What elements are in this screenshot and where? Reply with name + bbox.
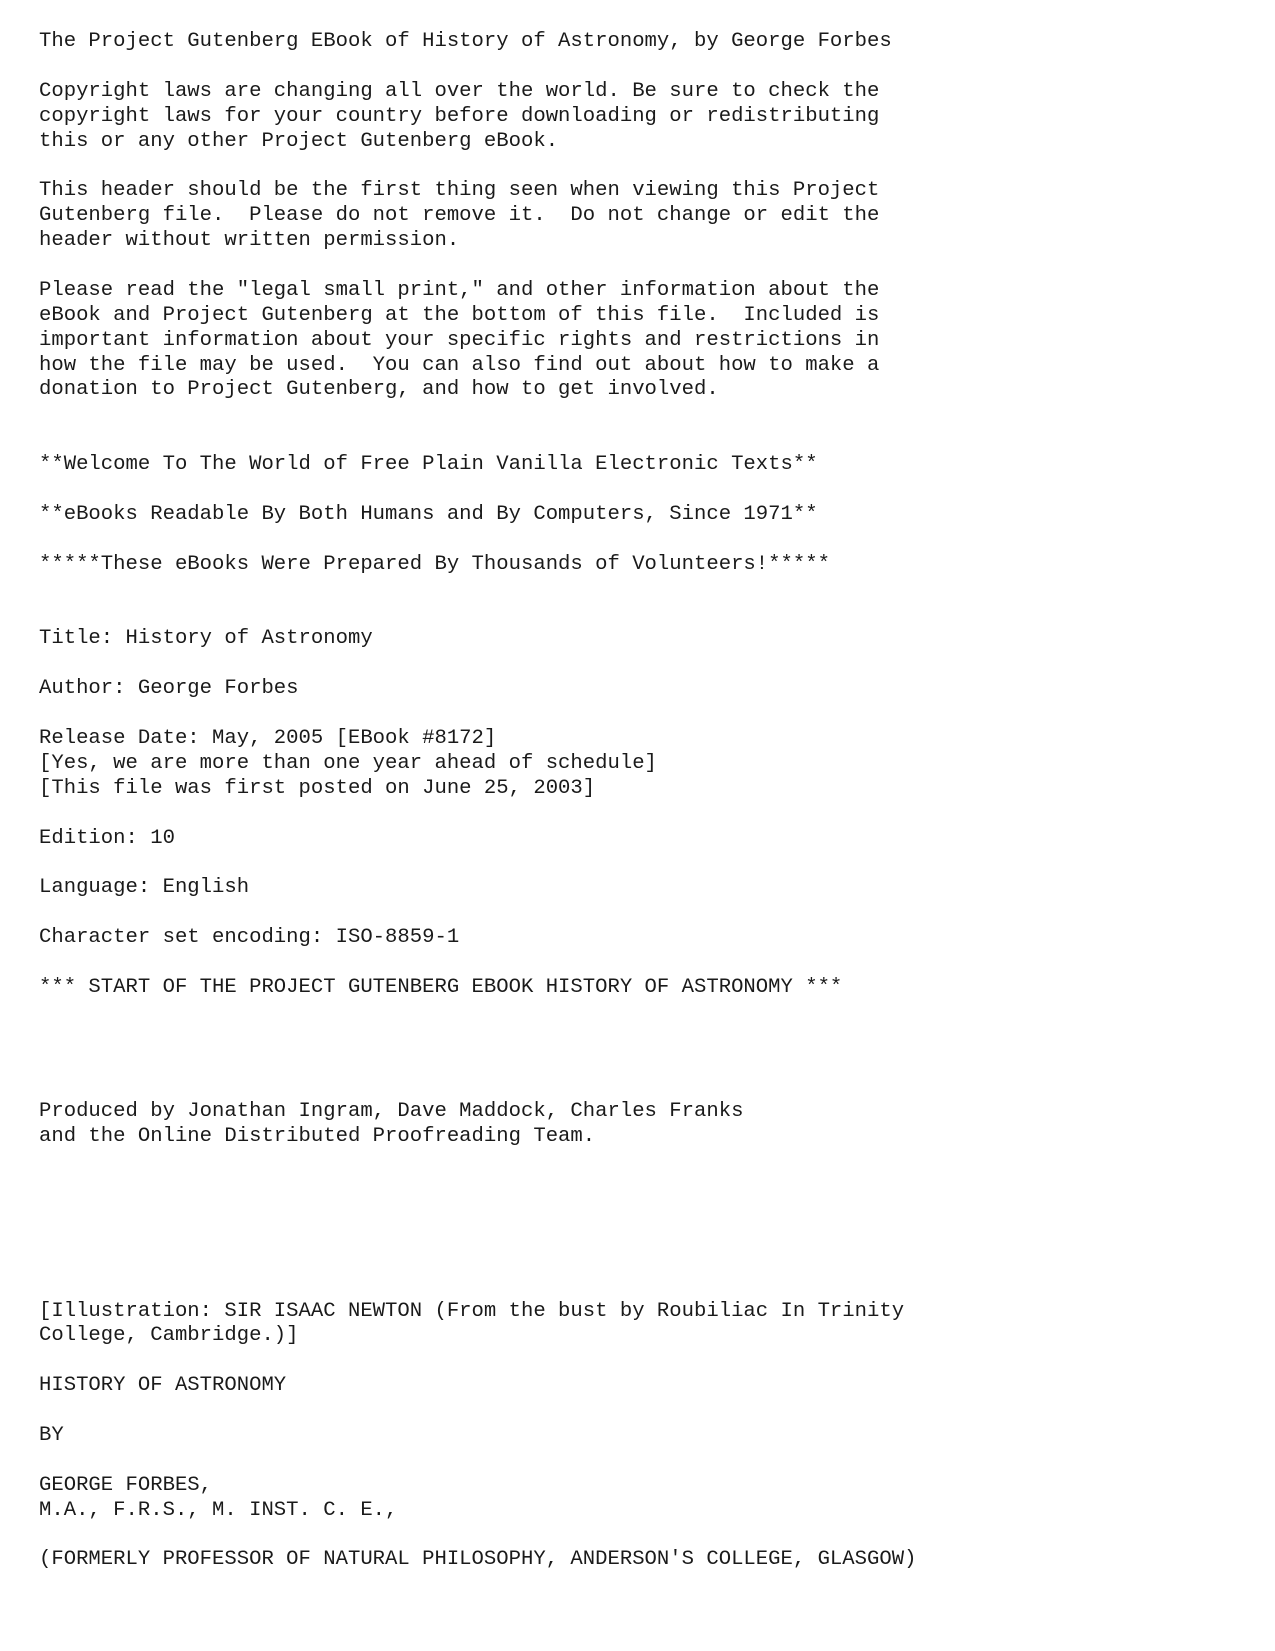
start-marker: *** START OF THE PROJECT GUTENBERG EBOOK HISTORY OF ASTRONOMY *** (39, 975, 843, 999)
author-position: (FORMERLY PROFESSOR OF NATURAL PHILOSOPHY, ANDERSON'S COLLEGE, GLASGOW) (39, 1548, 917, 1572)
text-line: [This file was first posted on June 25, 2003] (39, 776, 596, 800)
readable-banner: **eBooks Readable By Both Humans and By Computers, Since 1971** (39, 502, 818, 526)
legal-notice-paragraph (39, 279, 1239, 403)
text-line: Gutenberg file. Please do not remove it. Do not change or edit the (39, 204, 880, 228)
text-line: Copyright laws are changing all over the world. Be sure to check the (39, 79, 880, 103)
text-line: Produced by Jonathan Ingram, Dave Maddock, Charles Franks (39, 1100, 744, 1124)
metadata-author: Author: George Forbes (39, 677, 299, 701)
welcome-banner: **Welcome To The World of Free Plain Vanilla Electronic Texts** (39, 453, 818, 477)
text-line: copyright laws for your country before downloading or redistributing (39, 104, 880, 128)
copyright-notice-paragraph (39, 80, 1239, 155)
text-line: how the file may be used. You can also find out about how to make a (39, 353, 880, 377)
illustration-caption (39, 1300, 1239, 1350)
header-notice-paragraph (39, 179, 1239, 254)
author-name: GEORGE FORBES, (39, 1473, 213, 1497)
text-line: this or any other Project Gutenberg eBook. (39, 129, 559, 153)
metadata-title: Title: History of Astronomy (39, 627, 373, 651)
text-line: [Illustration: SIR ISAAC NEWTON (From the bust by Roubiliac In Trinity (39, 1299, 905, 1323)
metadata-charset: Character set encoding: ISO-8859-1 (39, 926, 460, 950)
text-line: important information about your specific rights and restrictions in (39, 328, 880, 352)
by-line: BY (39, 1423, 64, 1447)
document-page (39, 30, 1239, 1573)
credits-paragraph (39, 1100, 1239, 1150)
metadata-edition: Edition: 10 (39, 826, 175, 850)
author-credentials: M.A., F.R.S., M. INST. C. E., (39, 1498, 398, 1522)
header-title-line: The Project Gutenberg EBook of History of Astronomy, by George Forbes (39, 30, 892, 53)
text-line: and the Online Distributed Proofreading Team. (39, 1125, 596, 1149)
book-title: HISTORY OF ASTRONOMY (39, 1374, 287, 1398)
metadata-release (39, 727, 1239, 802)
text-line: header without written permission. (39, 229, 460, 253)
text-line: College, Cambridge.)] (39, 1324, 299, 1348)
text-line: [Yes, we are more than one year ahead of schedule] (39, 751, 657, 775)
text-line: This header should be the first thing seen when viewing this Project (39, 179, 880, 203)
metadata-language: Language: English (39, 876, 250, 900)
text-line: Release Date: May, 2005 [EBook #8172] (39, 726, 497, 750)
text-line: eBook and Project Gutenberg at the bottom of this file. Included is (39, 303, 880, 327)
text-line: donation to Project Gutenberg, and how to get involved. (39, 378, 719, 402)
volunteers-banner: *****These eBooks Were Prepared By Thousands of Volunteers!***** (39, 552, 830, 576)
text-line: Please read the "legal small print," and other information about the (39, 278, 880, 302)
